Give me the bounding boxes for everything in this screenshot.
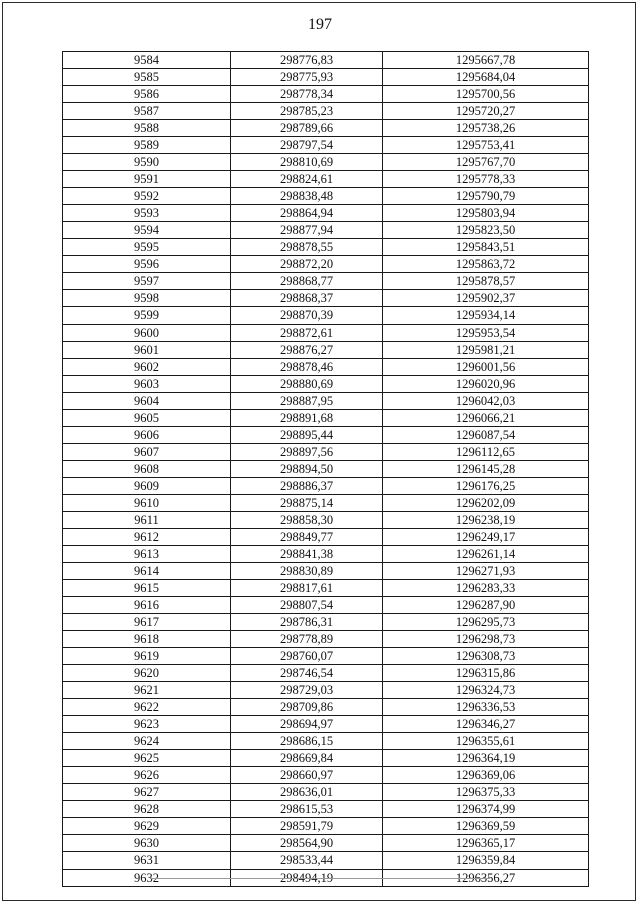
point-number-cell: 9586 (63, 86, 231, 103)
x-coordinate-cell: 298660,97 (231, 767, 383, 784)
point-number-cell: 9597 (63, 273, 231, 290)
table-row (63, 545, 589, 562)
x-coordinate-cell: 298810,69 (231, 154, 383, 171)
y-coordinate-cell: 1296020,96 (383, 375, 589, 392)
table-row (63, 511, 589, 528)
y-coordinate-cell: 1295843,51 (383, 239, 589, 256)
x-coordinate-cell: 298778,89 (231, 631, 383, 648)
y-coordinate-cell: 1296287,90 (383, 597, 589, 614)
table-row (63, 307, 589, 324)
table-row (63, 443, 589, 460)
y-coordinate-cell: 1295700,56 (383, 86, 589, 103)
point-number-cell: 9585 (63, 69, 231, 86)
table-row (63, 137, 589, 154)
table-row (63, 409, 589, 426)
table-row (63, 52, 589, 69)
point-number-cell: 9623 (63, 716, 231, 733)
table-row (63, 631, 589, 648)
y-coordinate-cell: 1296042,03 (383, 392, 589, 409)
table-row (63, 784, 589, 801)
y-coordinate-cell: 1296315,86 (383, 665, 589, 682)
y-coordinate-cell: 1296298,73 (383, 631, 589, 648)
y-coordinate-cell: 1295667,78 (383, 52, 589, 69)
point-number-cell: 9600 (63, 324, 231, 341)
y-coordinate-cell: 1296066,21 (383, 409, 589, 426)
y-coordinate-cell: 1296283,33 (383, 579, 589, 596)
table-row (63, 716, 589, 733)
y-coordinate-cell: 1296295,73 (383, 614, 589, 631)
point-number-cell: 9584 (63, 52, 231, 69)
page-number: 197 (308, 16, 332, 33)
y-coordinate-cell: 1296374,99 (383, 801, 589, 818)
point-number-cell: 9610 (63, 494, 231, 511)
table-row (63, 682, 589, 699)
x-coordinate-cell: 298669,84 (231, 750, 383, 767)
x-coordinate-cell: 298694,97 (231, 716, 383, 733)
x-coordinate-cell: 298878,55 (231, 239, 383, 256)
point-number-cell: 9617 (63, 614, 231, 631)
y-coordinate-cell: 1296324,73 (383, 682, 589, 699)
y-coordinate-cell: 1296369,06 (383, 767, 589, 784)
y-coordinate-cell: 1295953,54 (383, 324, 589, 341)
y-coordinate-cell: 1296112,65 (383, 443, 589, 460)
y-coordinate-cell: 1296359,84 (383, 852, 589, 869)
x-coordinate-cell: 298872,61 (231, 324, 383, 341)
table-row (63, 256, 589, 273)
y-coordinate-cell: 1296145,28 (383, 460, 589, 477)
table-row (63, 767, 589, 784)
table-row (63, 188, 589, 205)
x-coordinate-cell: 298841,38 (231, 545, 383, 562)
y-coordinate-cell: 1296202,09 (383, 494, 589, 511)
point-number-cell: 9590 (63, 154, 231, 171)
table-row (63, 154, 589, 171)
x-coordinate-cell: 298875,14 (231, 494, 383, 511)
y-coordinate-cell: 1295803,94 (383, 205, 589, 222)
x-coordinate-cell: 298786,31 (231, 614, 383, 631)
y-coordinate-cell: 1296238,19 (383, 511, 589, 528)
y-coordinate-cell: 1295720,27 (383, 103, 589, 120)
point-number-cell: 9603 (63, 375, 231, 392)
point-number-cell: 9631 (63, 852, 231, 869)
table-row (63, 665, 589, 682)
point-number-cell: 9627 (63, 784, 231, 801)
x-coordinate-cell: 298876,27 (231, 341, 383, 358)
y-coordinate-cell: 1296336,53 (383, 699, 589, 716)
table-row (63, 852, 589, 869)
y-coordinate-cell: 1295778,33 (383, 171, 589, 188)
point-number-cell: 9589 (63, 137, 231, 154)
point-number-cell: 9588 (63, 120, 231, 137)
x-coordinate-cell: 298807,54 (231, 597, 383, 614)
table-row (63, 239, 589, 256)
x-coordinate-cell: 298868,37 (231, 290, 383, 307)
x-coordinate-cell: 298636,01 (231, 784, 383, 801)
y-coordinate-cell: 1295823,50 (383, 222, 589, 239)
point-number-cell: 9599 (63, 307, 231, 324)
point-number-cell: 9593 (63, 205, 231, 222)
point-number-cell: 9594 (63, 222, 231, 239)
y-coordinate-cell: 1296308,73 (383, 648, 589, 665)
point-number-cell: 9625 (63, 750, 231, 767)
point-number-cell: 9601 (63, 341, 231, 358)
point-number-cell: 9618 (63, 631, 231, 648)
x-coordinate-cell: 298494,19 (231, 869, 383, 886)
table-row (63, 222, 589, 239)
point-number-cell: 9622 (63, 699, 231, 716)
table-row (63, 375, 589, 392)
x-coordinate-cell: 298746,54 (231, 665, 383, 682)
y-coordinate-cell: 1296369,59 (383, 818, 589, 835)
y-coordinate-cell: 1296176,25 (383, 477, 589, 494)
point-number-cell: 9624 (63, 733, 231, 750)
table-row (63, 120, 589, 137)
table-row (63, 750, 589, 767)
x-coordinate-cell: 298891,68 (231, 409, 383, 426)
point-number-cell: 9598 (63, 290, 231, 307)
coordinates-table-body (63, 52, 589, 887)
point-number-cell: 9604 (63, 392, 231, 409)
point-number-cell: 9619 (63, 648, 231, 665)
x-coordinate-cell: 298775,93 (231, 69, 383, 86)
y-coordinate-cell: 1295902,37 (383, 290, 589, 307)
x-coordinate-cell: 298709,86 (231, 699, 383, 716)
table-row (63, 562, 589, 579)
y-coordinate-cell: 1295863,72 (383, 256, 589, 273)
table-row (63, 273, 589, 290)
table-row (63, 324, 589, 341)
table-row (63, 460, 589, 477)
y-coordinate-cell: 1296001,56 (383, 358, 589, 375)
x-coordinate-cell: 298776,83 (231, 52, 383, 69)
x-coordinate-cell: 298785,23 (231, 103, 383, 120)
footer-divider (150, 878, 490, 879)
table-row (63, 528, 589, 545)
y-coordinate-cell: 1296364,19 (383, 750, 589, 767)
x-coordinate-cell: 298870,39 (231, 307, 383, 324)
table-row (63, 579, 589, 596)
table-row (63, 801, 589, 818)
x-coordinate-cell: 298778,34 (231, 86, 383, 103)
y-coordinate-cell: 1296355,61 (383, 733, 589, 750)
point-number-cell: 9602 (63, 358, 231, 375)
table-row (63, 86, 589, 103)
x-coordinate-cell: 298894,50 (231, 460, 383, 477)
table-row (63, 597, 589, 614)
x-coordinate-cell: 298849,77 (231, 528, 383, 545)
y-coordinate-cell: 1295767,70 (383, 154, 589, 171)
table-row (63, 103, 589, 120)
table-row (63, 733, 589, 750)
y-coordinate-cell: 1295878,57 (383, 273, 589, 290)
point-number-cell: 9616 (63, 597, 231, 614)
x-coordinate-cell: 298830,89 (231, 562, 383, 579)
x-coordinate-cell: 298838,48 (231, 188, 383, 205)
point-number-cell: 9613 (63, 545, 231, 562)
x-coordinate-cell: 298877,94 (231, 222, 383, 239)
y-coordinate-cell: 1296261,14 (383, 545, 589, 562)
table-row (63, 699, 589, 716)
point-number-cell: 9630 (63, 835, 231, 852)
x-coordinate-cell: 298858,30 (231, 511, 383, 528)
point-number-cell: 9628 (63, 801, 231, 818)
point-number-cell: 9620 (63, 665, 231, 682)
coordinates-table (62, 51, 589, 887)
point-number-cell: 9592 (63, 188, 231, 205)
y-coordinate-cell: 1296375,33 (383, 784, 589, 801)
x-coordinate-cell: 298872,20 (231, 256, 383, 273)
point-number-cell: 9626 (63, 767, 231, 784)
table-row (63, 614, 589, 631)
x-coordinate-cell: 298729,03 (231, 682, 383, 699)
y-coordinate-cell: 1296087,54 (383, 426, 589, 443)
x-coordinate-cell: 298886,37 (231, 477, 383, 494)
point-number-cell: 9607 (63, 443, 231, 460)
x-coordinate-cell: 298878,46 (231, 358, 383, 375)
x-coordinate-cell: 298897,56 (231, 443, 383, 460)
table-row (63, 477, 589, 494)
x-coordinate-cell: 298824,61 (231, 171, 383, 188)
table-row (63, 358, 589, 375)
x-coordinate-cell: 298789,66 (231, 120, 383, 137)
y-coordinate-cell: 1295684,04 (383, 69, 589, 86)
x-coordinate-cell: 298817,61 (231, 579, 383, 596)
point-number-cell: 9596 (63, 256, 231, 273)
y-coordinate-cell: 1295753,41 (383, 137, 589, 154)
y-coordinate-cell: 1296365,17 (383, 835, 589, 852)
table-row (63, 341, 589, 358)
table-row (63, 171, 589, 188)
x-coordinate-cell: 298591,79 (231, 818, 383, 835)
y-coordinate-cell: 1296356,27 (383, 869, 589, 886)
y-coordinate-cell: 1295934,14 (383, 307, 589, 324)
table-row (63, 205, 589, 222)
x-coordinate-cell: 298887,95 (231, 392, 383, 409)
point-number-cell: 9608 (63, 460, 231, 477)
y-coordinate-cell: 1295738,26 (383, 120, 589, 137)
point-number-cell: 9621 (63, 682, 231, 699)
table-row (63, 426, 589, 443)
point-number-cell: 9595 (63, 239, 231, 256)
table-row (63, 290, 589, 307)
table-row (63, 835, 589, 852)
table-row (63, 648, 589, 665)
point-number-cell: 9605 (63, 409, 231, 426)
y-coordinate-cell: 1296249,17 (383, 528, 589, 545)
table-row (63, 494, 589, 511)
y-coordinate-cell: 1295790,79 (383, 188, 589, 205)
table-row (63, 69, 589, 86)
x-coordinate-cell: 298564,90 (231, 835, 383, 852)
point-number-cell: 9609 (63, 477, 231, 494)
x-coordinate-cell: 298868,77 (231, 273, 383, 290)
point-number-cell: 9614 (63, 562, 231, 579)
x-coordinate-cell: 298760,07 (231, 648, 383, 665)
x-coordinate-cell: 298615,53 (231, 801, 383, 818)
point-number-cell: 9632 (63, 869, 231, 886)
point-number-cell: 9629 (63, 818, 231, 835)
point-number-cell: 9612 (63, 528, 231, 545)
x-coordinate-cell: 298880,69 (231, 375, 383, 392)
point-number-cell: 9606 (63, 426, 231, 443)
y-coordinate-cell: 1296271,93 (383, 562, 589, 579)
table-row (63, 818, 589, 835)
x-coordinate-cell: 298533,44 (231, 852, 383, 869)
point-number-cell: 9615 (63, 579, 231, 596)
x-coordinate-cell: 298797,54 (231, 137, 383, 154)
table-row (63, 392, 589, 409)
point-number-cell: 9587 (63, 103, 231, 120)
x-coordinate-cell: 298686,15 (231, 733, 383, 750)
point-number-cell: 9591 (63, 171, 231, 188)
y-coordinate-cell: 1296346,27 (383, 716, 589, 733)
x-coordinate-cell: 298864,94 (231, 205, 383, 222)
point-number-cell: 9611 (63, 511, 231, 528)
y-coordinate-cell: 1295981,21 (383, 341, 589, 358)
x-coordinate-cell: 298895,44 (231, 426, 383, 443)
